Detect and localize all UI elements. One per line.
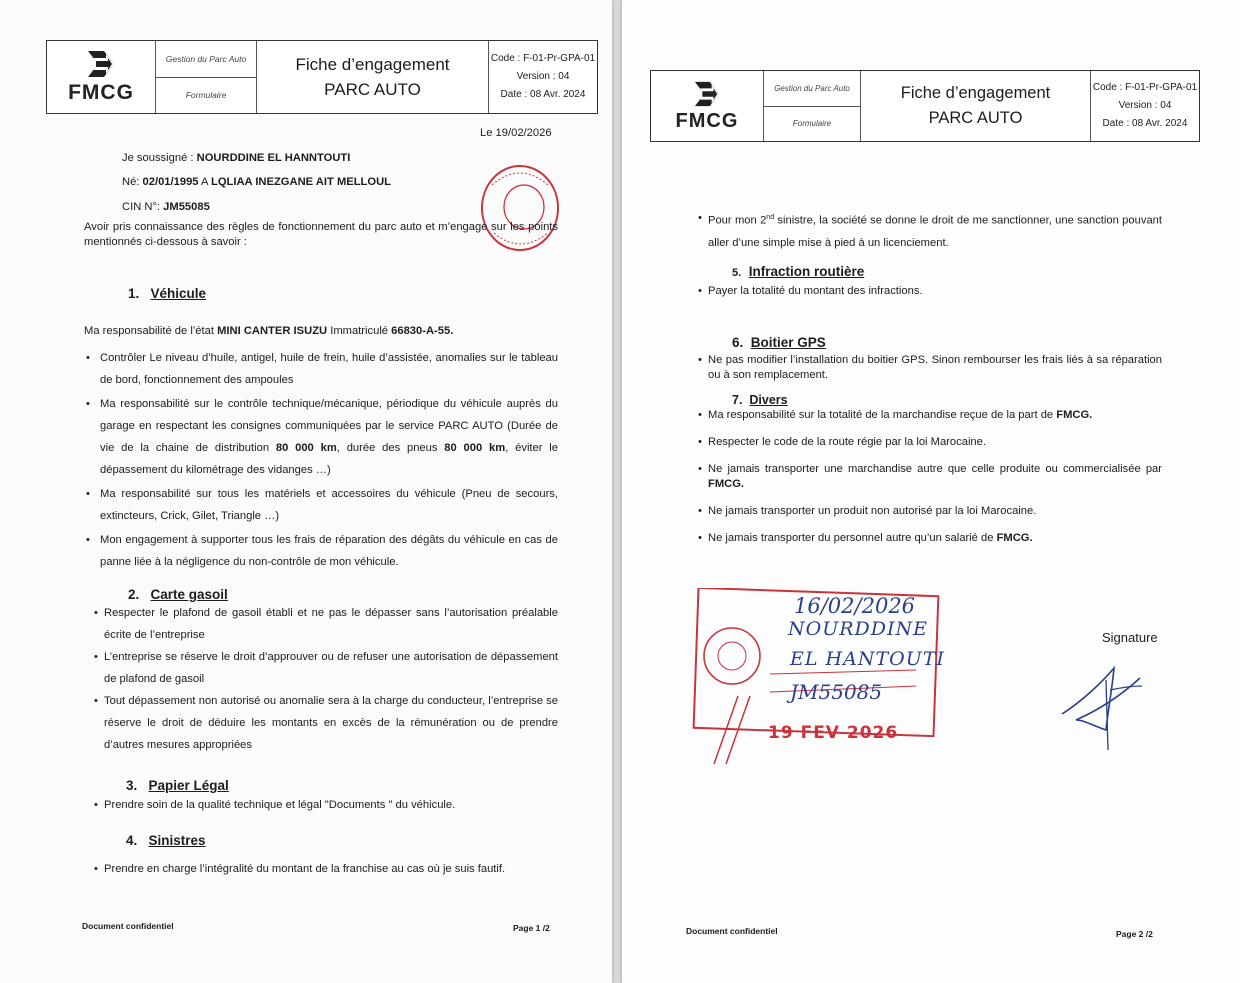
date-line: Le 19/02/2026 (480, 127, 552, 139)
list-item (700, 435, 1162, 450)
section-3-title (126, 778, 229, 793)
list-item (96, 602, 558, 646)
sec7-item-5a: Ne jamais transporter du personnel autre qu’un salarié de (708, 532, 997, 544)
birth-date: 02/01/1995 (142, 176, 199, 188)
sec2-item-1: Respecter le plafond de gasoil établi et ne pas le dépasser sans l’autorisation préalable écrite de l’entreprise (104, 607, 558, 641)
title-line1: Fiche d’engagement (295, 55, 450, 74)
sinistre-continuation-list (700, 207, 1162, 254)
cin-value: JM55085 (163, 201, 210, 213)
department-label: Gestion du Parc Auto (156, 41, 256, 78)
doc-version: Version : 04 (1118, 100, 1172, 111)
section-6-number: 6. (732, 335, 744, 350)
list-item (700, 207, 1162, 254)
handwritten-date: 16/02/2026 (794, 594, 916, 618)
header-mid (764, 71, 861, 141)
footer-page-number: Page 1 /2 (513, 923, 550, 933)
document-page-1 (0, 0, 612, 983)
footer-confidential: Document confidentiel (82, 921, 174, 931)
list-item (84, 483, 558, 527)
header-meta (1091, 71, 1199, 141)
section-5-list (700, 280, 1162, 302)
sec1-item-2a: Ma responsabilité sur le contrôle technique/mécanique, périodique du véhicule auprès du garage en respectant les consignes communiquées par le service PARC AUTO (Durée de vie de la chaine de distribution (100, 398, 558, 454)
signature-label: Signature (1102, 630, 1158, 645)
section-1-list (84, 347, 558, 573)
list-item (700, 353, 1162, 383)
doc-date: Date : 08 Avr. 2024 (500, 89, 586, 100)
section-1-number: 1. (128, 286, 140, 301)
sec7-item-5b: FMCG. (996, 532, 1033, 544)
department-label: Gestion du Parc Auto (764, 71, 860, 107)
brand-name: FMCG (68, 81, 134, 104)
section-2-number: 2. (128, 587, 140, 602)
cin-label: CIN N°: (122, 201, 164, 213)
list-item (96, 794, 558, 816)
section-1-title (128, 286, 206, 301)
brand-name: FMCG (675, 109, 739, 132)
company-logo (47, 41, 156, 113)
list-item (96, 646, 558, 690)
vehicle-model: MINI CANTER ISUZU (217, 325, 328, 337)
stamp-date: 19 FEV 2026 (768, 723, 899, 743)
company-logo (651, 71, 764, 141)
document-page-2 (622, 0, 1240, 983)
section-7-title (732, 393, 788, 407)
list-item (700, 504, 1162, 519)
sec5-item-1: Payer la totalité du montant des infractions. (708, 285, 923, 297)
sec1-item-2c: , éviter le dépassement du kilométrage des vidanges …) (100, 442, 559, 476)
handwritten-name2: EL HANTOUTI (790, 648, 945, 670)
section-5-title (732, 264, 864, 279)
list-item (84, 347, 558, 391)
list-item (84, 529, 558, 573)
sec2-item-3: Tout dépassement non autorisé ou anomalie sera à la charge du conducteur, l’entreprise se réserve le droit de déduire les montants en excès de la rémunération ou de prendre d’autres mesures appropriées (104, 695, 558, 751)
doc-code: Code : F-01-Pr-GPA-01 (490, 53, 596, 64)
section-4-number: 4. (126, 833, 138, 848)
soussigne-label: Je soussigné : (122, 152, 197, 164)
sec7-item-3b: FMCG. (708, 478, 745, 490)
list-item (96, 858, 558, 880)
section-5-number: 5. (732, 267, 742, 279)
section-4-label: Sinistres (148, 833, 206, 848)
list-item (700, 531, 1162, 546)
title-line2: PARC AUTO (928, 109, 1023, 127)
section-4-title (126, 833, 206, 848)
doc-version: Version : 04 (516, 71, 570, 82)
header-mid (156, 41, 257, 113)
vehicle-plate: 66830-A-55. (391, 325, 454, 337)
list-item (700, 280, 1162, 302)
title-line2: PARC AUTO (324, 80, 421, 99)
sec7-item-1b: FMCG. (1056, 409, 1093, 421)
header-meta (489, 41, 597, 113)
birth-label: Né: (122, 176, 143, 188)
header-title (861, 71, 1091, 141)
section-6-title (732, 335, 826, 350)
sec1-item-3: Ma responsabilité sur tous les matériels et accessoires du véhicule (Pneu de secours, extincteurs, Crick, Gilet, Triangle …) (100, 488, 558, 522)
section-4-list (96, 858, 558, 880)
list-item (84, 393, 558, 481)
soussigne-name: NOURDDINE EL HANNTOUTI (196, 152, 351, 164)
sec1-item-1: Contrôler Le niveau d’huile, antigel, huile de frein, huile d’assistée, anomalies sur le tableau de bord, fonctionnement des ampoules (100, 352, 558, 386)
list-item (700, 408, 1162, 423)
form-header (650, 70, 1200, 142)
section-6-label: Boitier GPS (750, 335, 826, 350)
sec1-item-4: Mon engagement à supporter tous les frais de réparation des dégâts du véhicule en cas de panne liée à la négligence du non-contrôle de mon véhicule. (100, 534, 558, 568)
sinistre-item-sup: nd (766, 214, 775, 221)
footer-page-number: Page 2 /2 (1116, 929, 1153, 939)
header-title (257, 41, 489, 113)
section-7-label: Divers (749, 393, 788, 407)
form-type-label: Formulaire (792, 119, 832, 129)
vehicle-responsibility (84, 320, 453, 342)
birth-a: A (198, 176, 211, 188)
soussigne-line (122, 147, 350, 169)
section-7-list (700, 408, 1162, 546)
cin-line (122, 196, 210, 218)
doc-date: Date : 08 Avr. 2024 (1102, 118, 1188, 129)
handwritten-cin: JM55085 (790, 680, 883, 704)
resp-mid: Immatriculé (327, 325, 392, 337)
list-item (700, 462, 1162, 492)
intro-paragraph: Avoir pris connaissance des règles de fonctionnement du parc auto et m’engage sur les points mentionnés ci-dessous à savoir : (84, 221, 558, 248)
section-3-label: Papier Légal (148, 778, 229, 793)
section-2-title (128, 587, 228, 602)
section-2-list (96, 602, 558, 756)
section-7-number: 7. (732, 393, 743, 407)
title-line1: Fiche d’engagement (900, 84, 1051, 102)
sec7-item-1a: Ma responsabilité sur la totalité de la marchandise reçue de la part de (708, 409, 1057, 421)
birth-place: LQLIAA INEZGANE AIT MELLOUL (210, 176, 392, 188)
section-2-label: Carte gasoil (150, 587, 228, 602)
fmcg-arrow-icon (691, 80, 723, 108)
footer-confidential: Document confidentiel (686, 926, 778, 936)
chain-km: 80 000 km (275, 442, 337, 454)
tire-km: 80 000 km (444, 442, 506, 454)
section-3-list (96, 794, 558, 816)
handwritten-name1: NOURDDINE (788, 618, 928, 640)
sec7-item-4: Ne jamais transporter un produit non autorisé par la loi Marocaine. (708, 505, 1037, 517)
section-1-label: Véhicule (150, 286, 207, 301)
sinistre-item-b: sinistre, la société se donne le droit de me sanctionner, une sanction pouvant aller d’une simple mise à pied à un licenciement. (708, 214, 1162, 249)
section-6-list (700, 353, 1162, 383)
sec1-item-2b: , durée des pneus (336, 442, 445, 454)
sec4-item-1: Prendre en charge l’intégralité du montant de la franchise au cas où je suis fautif. (104, 863, 506, 875)
doc-code: Code : F-01-Pr-GPA-01 (1092, 82, 1198, 93)
sec7-item-2: Respecter le code de la route régie par la loi Marocaine. (708, 436, 986, 448)
section-5-label: Infraction routière (748, 264, 865, 279)
form-header (46, 40, 598, 114)
form-type-label: Formulaire (185, 90, 227, 101)
signature-scribble (1054, 660, 1164, 752)
sec6-item-1: Ne pas modifier l’installation du boitier GPS. Sinon rembourser les frais liés à sa réparation ou à son remplacement. (708, 354, 1162, 381)
birth-line (122, 171, 391, 193)
section-3-number: 3. (126, 778, 138, 793)
resp-prefix: Ma responsabilité de l’état (84, 325, 218, 337)
sec3-item-1: Prendre soin de la qualité technique et légal "Documents " du véhicule. (104, 799, 456, 811)
sec7-item-3a: Ne jamais transporter une marchandise autre que celle produite ou commercialisée par (708, 463, 1162, 475)
sinistre-item-a: Pour mon 2 (708, 214, 767, 227)
sec2-item-2: L’entreprise se réserve le droit d’approuver ou de refuser une autorisation de dépassement de plafond de gasoil (104, 651, 558, 685)
fmcg-arrow-icon (84, 49, 118, 79)
list-item (96, 690, 558, 756)
